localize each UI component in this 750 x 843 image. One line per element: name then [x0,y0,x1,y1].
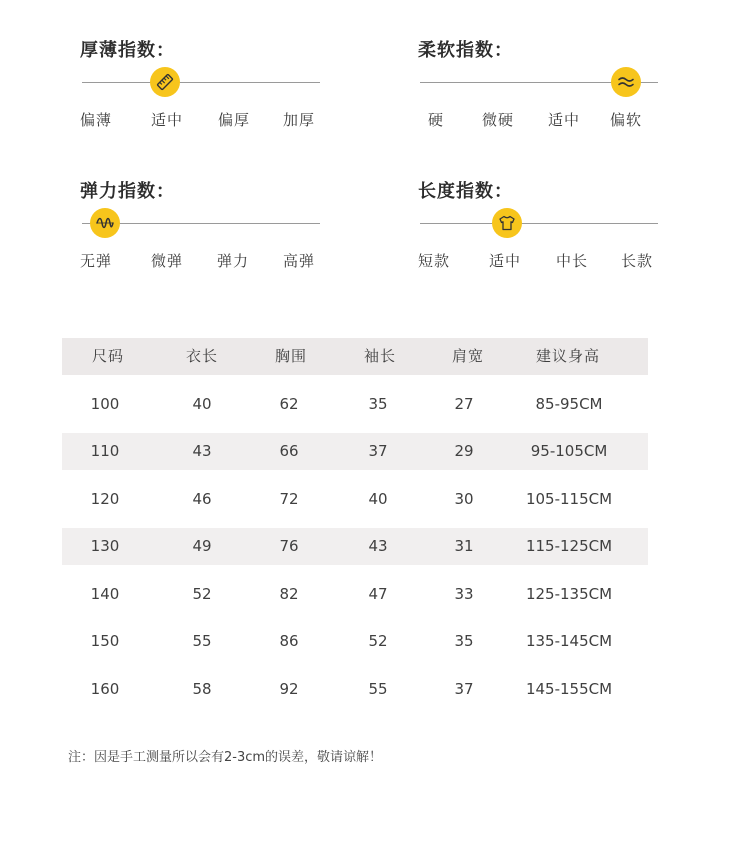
table-cell: 125-135CM [525,584,613,603]
table-row [62,433,648,470]
scale-label: 微弹 [151,252,184,270]
scale-label: 偏软 [610,111,643,129]
header-cell: 尺码 [91,347,125,365]
table-cell: 37 [368,442,388,460]
table-cell: 95-105CM [530,442,608,460]
table-cell: 52 [192,584,212,603]
elasticity-indicator-title: 弹力指数： [80,181,175,202]
scale-label: 适中 [548,111,581,129]
length-scale-labels [418,250,658,270]
table-cell: 58 [192,679,212,698]
spring-icon [90,208,120,238]
length-scale-line [420,223,658,224]
table-cell: 66 [279,442,299,460]
table-cell: 140 [90,584,120,603]
thickness-scale-labels [80,109,320,129]
table-cell: 110 [90,442,120,460]
table-row [62,481,648,518]
measurement-footnote: 注：因是手工测量所以会有2-3cm的误差，敬请谅解！ [68,750,383,765]
length-indicator-title: 长度指数： [418,181,513,202]
scale-label: 适中 [489,252,522,270]
table-cell: 43 [192,442,212,460]
table-cell: 29 [454,442,474,460]
table-cell: 37 [454,679,474,698]
scale-label: 中长 [556,252,589,270]
table-cell: 49 [192,537,212,555]
size-table [62,338,648,708]
table-cell: 33 [454,584,474,603]
header-cell: 肩宽 [451,347,485,365]
scale-label: 高弹 [283,252,316,270]
scale-label: 硬 [428,111,445,129]
softness-indicator-title: 柔软指数： [418,40,513,61]
table-cell: 47 [368,584,388,603]
table-row [62,576,648,613]
table-cell: 31 [454,537,474,555]
table-cell: 86 [279,632,299,650]
table-cell: 55 [192,632,212,650]
table-cell: 100 [90,394,120,413]
thickness-scale-line [82,82,320,83]
table-cell: 115-125CM [525,537,613,555]
header-cell: 建议身高 [535,347,601,365]
table-cell: 55 [368,679,388,698]
table-cell: 160 [90,679,120,698]
table-cell: 30 [454,489,474,508]
table-cell: 35 [454,632,474,650]
table-cell: 40 [192,394,212,413]
thickness-indicator-title: 厚薄指数： [80,40,175,61]
table-cell: 43 [368,537,388,555]
wave-lines-icon [611,67,641,97]
table-cell: 120 [90,489,120,508]
header-cell: 袖长 [363,347,397,365]
table-cell: 85-95CM [535,394,603,413]
scale-label: 长款 [621,252,654,270]
scale-label: 加厚 [283,111,316,129]
scale-label: 偏厚 [218,111,251,129]
table-cell: 130 [90,537,120,555]
table-cell: 150 [90,632,120,650]
table-cell: 62 [279,394,299,413]
scale-label: 适中 [151,111,184,129]
table-cell: 135-145CM [525,632,613,650]
scale-label: 无弹 [80,252,113,270]
table-cell: 46 [192,489,212,508]
scale-label: 短款 [418,252,451,270]
table-cell: 35 [368,394,388,413]
table-cell: 82 [279,584,299,603]
tshirt-icon [492,208,522,238]
table-cell: 40 [368,489,388,508]
table-cell: 145-155CM [525,679,613,698]
header-cell: 胸围 [274,347,308,365]
softness-scale-labels [418,109,658,129]
table-cell: 92 [279,679,299,698]
header-cell: 衣长 [185,347,219,365]
table-header-row [62,338,648,375]
table-row [62,623,648,660]
table-row [62,386,648,423]
scale-label: 弹力 [217,252,250,270]
table-cell: 72 [279,489,299,508]
scale-label: 偏薄 [80,111,113,129]
table-cell: 76 [279,537,299,555]
table-row [62,671,648,708]
scale-label: 微硬 [482,111,515,129]
table-cell: 105-115CM [525,489,613,508]
table-cell: 27 [454,394,474,413]
elasticity-scale-labels [80,250,320,270]
ruler-icon [150,67,180,97]
table-cell: 52 [368,632,388,650]
table-row [62,528,648,565]
